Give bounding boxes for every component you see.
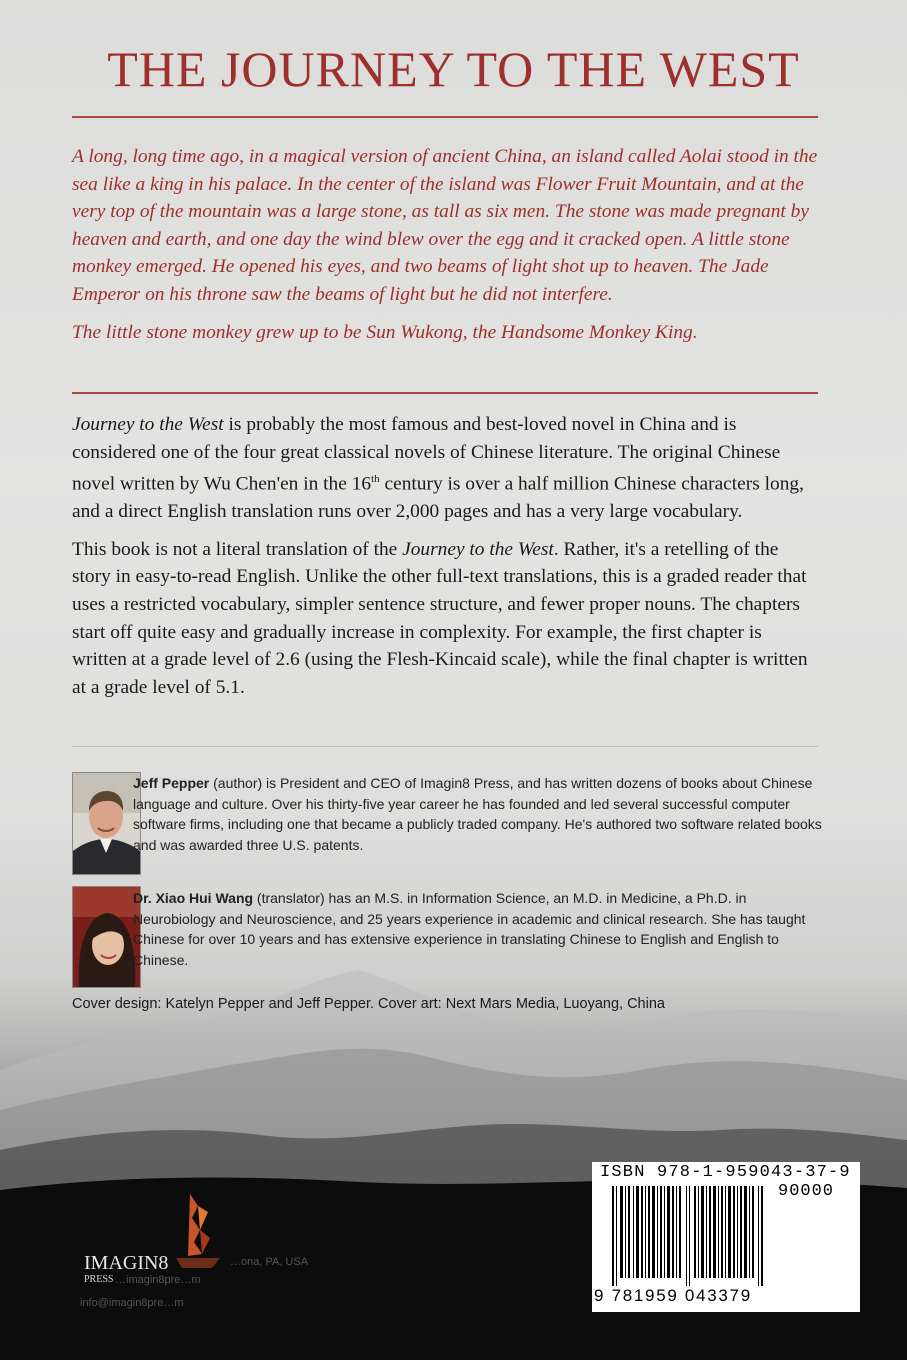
- book-description: [72, 411, 818, 711]
- author-bio: Jeff Pepper (author) is President and CEO of Imagin8 Press, and has written dozens of books about Chinese language and culture. Over his thirty-five year career he has founded and led several successful computer software firms, including one that became a publicly traded company. He's authored two software related books and was awarded three U.S. patents.: [133, 775, 822, 853]
- cover-credits: Cover design: Katelyn Pepper and Jeff Pepper. Cover art: Next Mars Media, Luoyang, China: [72, 996, 665, 1012]
- publisher-name: IMAGIN8: [84, 1252, 169, 1274]
- author-name: Jeff Pepper: [133, 775, 210, 791]
- translator-name: Dr. Xiao Hui Wang: [133, 890, 254, 906]
- translator-bio: Dr. Xiao Hui Wang (translator) has an M.S. in Information Science, an M.D. in Medicine, a Ph.D. in Neurobiology and Neuroscience, and 25 years experience in academic and clinical research. She has taught Chinese for over 10 years and has extensive experience in translating Chinese to English and English to Chinese.: [133, 890, 806, 968]
- book-title: THE JOURNEY TO THE WEST: [107, 41, 800, 97]
- junk-ship-sail-icon: [168, 1190, 228, 1270]
- intro-excerpt: [72, 143, 818, 356]
- isbn-barcode: [592, 1162, 860, 1312]
- bio-divider: [72, 746, 818, 747]
- barcode-bars: [612, 1186, 772, 1286]
- description-paragraph-1: Journey to the West is probably the most famous and best-loved novel in China and is considered one of the four great classical novels of Chinese literature. The original Chinese novel written by Wu Chen'en in the 16th century is over a half million Chinese characters long, and a direct English translation runs over 2,000 pages and has a very large vocabulary.: [72, 414, 804, 523]
- publisher-logo-block: [80, 1190, 340, 1310]
- publisher-website: …imagin8pre…m: [115, 1274, 201, 1286]
- title-divider: [72, 116, 818, 118]
- publisher-location: …ona, PA, USA: [230, 1256, 309, 1268]
- translator-photo: [72, 886, 141, 988]
- description-paragraph-2: This book is not a literal translation of the Journey to the West. Rather, it's a retelling of the story in easy-to-read English. Unlike the other full-text translations, this is a graded reader that uses a restricted vocabulary, simpler sentence structure, and fewer proper nouns. The chapters start off quite easy and gradually increase in complexity. For example, the first chapter is written at a grade level of 2.6 (using the Flesh-Kincaid scale), while the final chapter is written at a grade level of 5.1.: [72, 538, 808, 698]
- author-photo: [72, 772, 141, 875]
- isbn-number: ISBN 978-1-959043-37-9: [600, 1163, 851, 1182]
- publisher-press-label: PRESS: [84, 1274, 114, 1285]
- ean-digits: 9 781959 043379: [594, 1286, 752, 1305]
- publisher-email: info@imagin8pre…m: [80, 1297, 184, 1309]
- excerpt-divider: [72, 392, 818, 394]
- intro-paragraph: A long, long time ago, in a magical version of ancient China, an island called Aolai stood in the sea like a king in his palace. In the center of the island was Flower Fruit Mountain, and at the very top of the mountain was a large stone, as tall as six men. The stone was made pregnant by heaven and earth, and one day the wind blew over the egg and it cracked open. A little stone monkey emerged. He opened his eyes, and two beams of light shot up to heaven. The Jade Emperor on his throne saw the beams of light but he did not interfere.: [72, 146, 818, 305]
- price-code: 90000: [778, 1182, 835, 1201]
- intro-closing-line: The little stone monkey grew up to be Sun Wukong, the Handsome Monkey King.: [72, 321, 698, 343]
